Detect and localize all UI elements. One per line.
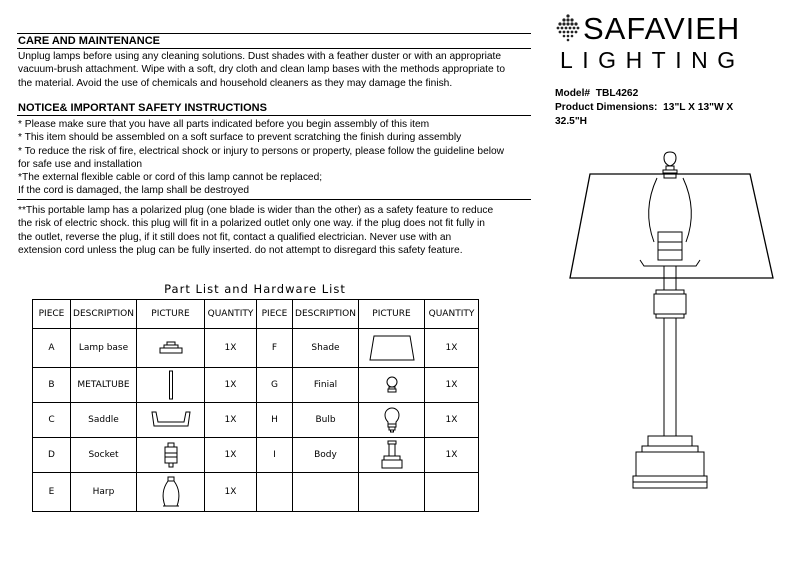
- quantity-cell: 1X: [425, 438, 479, 473]
- piece-cell: B: [33, 368, 71, 403]
- model-label: Model#: [555, 88, 591, 99]
- table-row: [33, 329, 479, 368]
- finial-icon: [385, 376, 399, 394]
- header-picture: PICTURE: [137, 300, 205, 329]
- plug-line: the outlet, reverse the plug, if it still does not fit, contact a qualified electrician. Never use with an: [18, 231, 452, 243]
- quantity-cell: 1X: [205, 473, 257, 512]
- empty-cell: [293, 473, 359, 512]
- table-row: [33, 368, 479, 403]
- notice-line: for safe use and installation: [18, 158, 143, 170]
- metal-tube-icon: [168, 370, 174, 400]
- header-picture: PICTURE: [359, 300, 425, 329]
- care-line: the material. Avoid the use of chemicals and household cleaners as they may damage the finish.: [18, 77, 453, 89]
- body-icon: [380, 440, 404, 470]
- header-piece: PIECE: [33, 300, 71, 329]
- quantity-cell: 1X: [205, 403, 257, 438]
- plug-line: the risk of electric shock. this plug will fit in a polarized outlet only one way. if the plug does not fit fully in: [18, 218, 485, 230]
- header-quantity: QUANTITY: [425, 300, 479, 329]
- dimensions-value: 13"L X 13"W X: [663, 102, 734, 113]
- notice-line: *The external flexible cable or cord of this lamp cannot be replaced;: [18, 172, 323, 184]
- plug-divider: [17, 199, 531, 200]
- model-info: [555, 87, 638, 100]
- saddle-icon: [150, 410, 192, 430]
- quantity-cell: 1X: [205, 438, 257, 473]
- care-divider: [17, 48, 531, 49]
- quantity-cell: 1X: [425, 368, 479, 403]
- empty-cell: [257, 473, 293, 512]
- care-line: Unplug lamps before using any cleaning solutions. Dust shades with a feather duster or with an appropriate: [18, 51, 502, 62]
- piece-cell: E: [33, 473, 71, 512]
- piece-cell: A: [33, 329, 71, 368]
- harp-icon: [159, 476, 183, 508]
- piece-cell: F: [257, 329, 293, 368]
- header-description: DESCRIPTION: [71, 300, 137, 329]
- notice-line: * Please make sure that you have all parts indicated before you begin assembly of this item: [18, 119, 430, 130]
- brand-name: SAFAVIEH: [583, 11, 741, 46]
- piece-cell: C: [33, 403, 71, 438]
- plug-line: extension cord unless the plug can be fully inserted. do not attempt to disregard this safety feature.: [18, 244, 463, 256]
- notice-heading: NOTICE& IMPORTANT SAFETY INSTRUCTIONS: [18, 102, 267, 114]
- description-cell: Lamp base: [71, 329, 137, 368]
- description-cell: Bulb: [293, 403, 359, 438]
- dimensions-label: Product Dimensions:: [555, 102, 658, 113]
- bulb-icon: [384, 407, 400, 433]
- table-row: [33, 403, 479, 438]
- header-quantity: QUANTITY: [205, 300, 257, 329]
- empty-cell: [359, 473, 425, 512]
- quantity-cell: 1X: [205, 329, 257, 368]
- piece-cell: G: [257, 368, 293, 403]
- piece-cell: D: [33, 438, 71, 473]
- plug-paragraph: [18, 204, 493, 257]
- description-cell: Socket: [71, 438, 137, 473]
- parts-table: [32, 299, 479, 512]
- care-paragraph: [18, 50, 505, 90]
- table-row: [33, 473, 479, 512]
- lamp-base-icon: [159, 341, 183, 355]
- quantity-cell: 1X: [425, 329, 479, 368]
- lamp-illustration: [560, 150, 785, 495]
- dimensions-info-2: 32.5"H: [555, 116, 588, 127]
- description-cell: Harp: [71, 473, 137, 512]
- shade-icon: [368, 334, 416, 362]
- care-line: vacuum-brush attachment. Wipe with a soft, dry cloth and clean lamp bases with the methods appropriate to: [18, 64, 505, 76]
- divider-top: [17, 33, 531, 34]
- brand-subtitle: LIGHTING: [560, 47, 745, 73]
- parts-header-row: [33, 300, 479, 329]
- notice-line: * To reduce the risk of fire, electrical shock or injury to persons or property, please follow the guideline below: [18, 145, 505, 157]
- plug-line: **This portable lamp has a polarized plug (one blade is wider than the other) as a safety feature to reduce: [18, 205, 494, 216]
- notice-line: * This item should be assembled on a soft surface to prevent scratching the finish during assembly: [18, 132, 462, 144]
- piece-cell: H: [257, 403, 293, 438]
- description-cell: Finial: [293, 368, 359, 403]
- care-heading: CARE AND MAINTENANCE: [18, 35, 160, 47]
- notice-paragraph: [18, 118, 504, 198]
- header-description: DESCRIPTION: [293, 300, 359, 329]
- parts-title: Part List and Hardware List: [164, 282, 346, 296]
- description-cell: Shade: [293, 329, 359, 368]
- piece-cell: I: [257, 438, 293, 473]
- empty-cell: [425, 473, 479, 512]
- dimensions-info: [555, 101, 733, 114]
- quantity-cell: 1X: [425, 403, 479, 438]
- header-piece: PIECE: [257, 300, 293, 329]
- description-cell: Body: [293, 438, 359, 473]
- notice-divider: [17, 115, 531, 116]
- description-cell: Saddle: [71, 403, 137, 438]
- table-row: [33, 438, 479, 473]
- description-cell: METALTUBE: [71, 368, 137, 403]
- socket-icon: [163, 442, 179, 468]
- quantity-cell: 1X: [205, 368, 257, 403]
- model-value: TBL4262: [595, 88, 639, 99]
- notice-line: If the cord is damaged, the lamp shall be destroyed: [18, 185, 250, 197]
- chandelier-dots-icon: [555, 14, 581, 42]
